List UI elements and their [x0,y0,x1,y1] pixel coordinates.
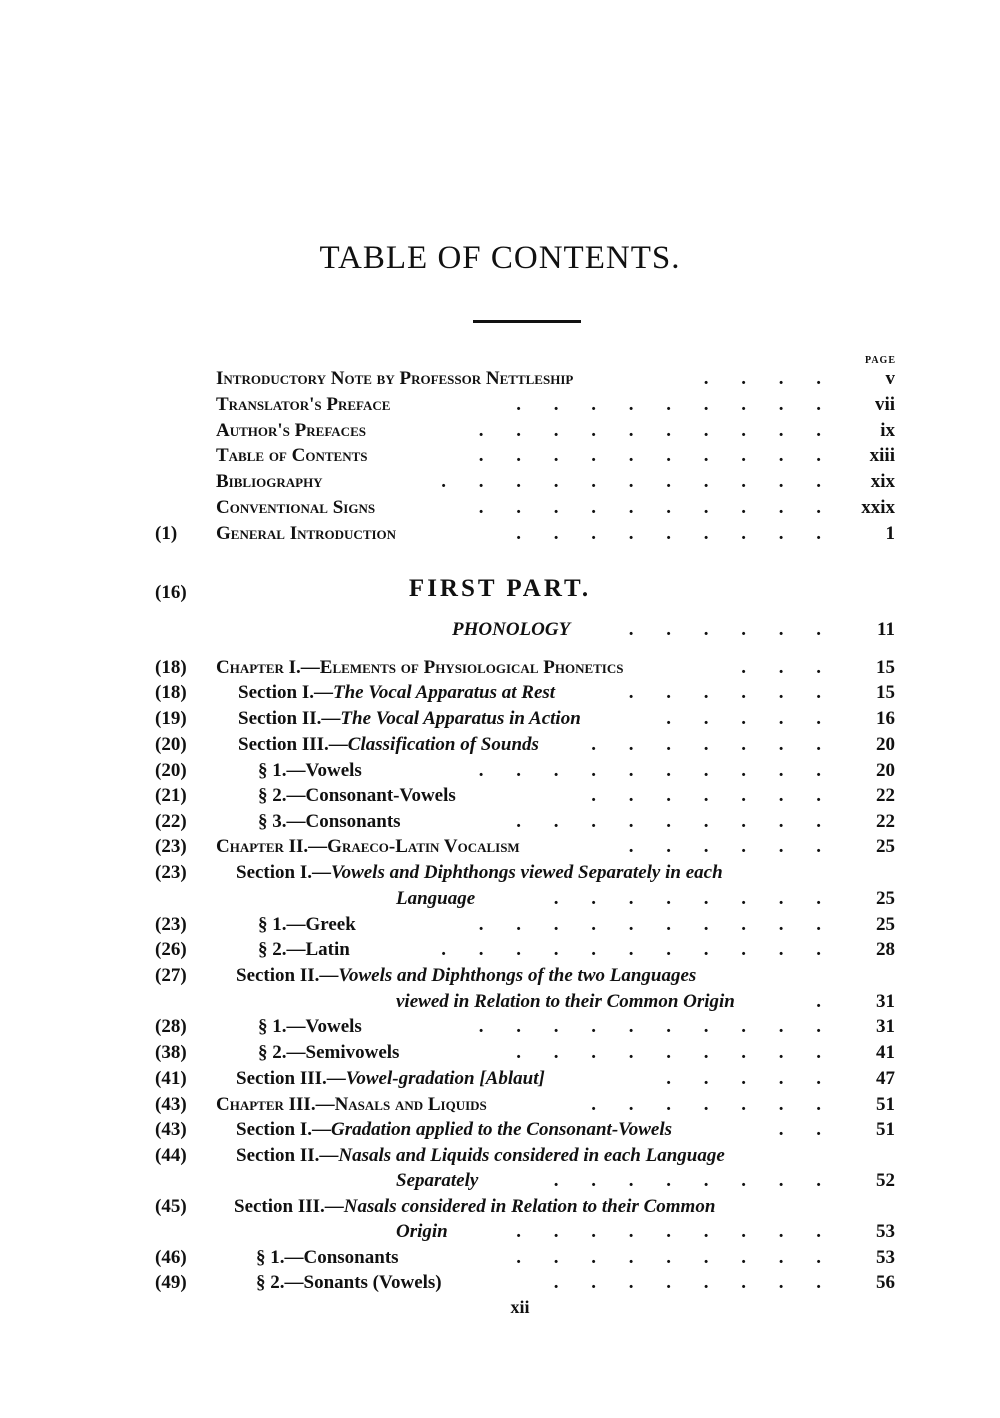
toc-entry [0,682,1000,706]
entry-paragraph-number: (23) [155,836,187,857]
entry-page-number: 1 [885,522,895,544]
entry-label-text: § 1.—Vowels [258,1016,362,1037]
entry-label-text: Bibliography [216,471,323,493]
leader-dots: . . . . . . . . . . . [441,471,835,493]
toc-entry [0,1247,1000,1271]
entry-page-number: 41 [876,1042,895,1063]
front-matter-entry [0,523,1000,547]
front-matter-entry [0,445,1000,469]
entry-label [258,811,401,833]
entry-label-text: Introductory Note by Professor Nettleship [216,368,574,389]
entry-label [236,1068,545,1090]
entry-italic-title: PHONOLOGY [452,619,571,640]
entry-label [396,888,475,910]
toc-entry [0,1094,1000,1118]
entry-label-text: Section II.— [238,708,341,729]
entry-page-number: 11 [877,619,895,640]
entry-paragraph-number: (23) [155,862,187,883]
page-folio: xii [510,1297,530,1317]
entry-page-number: 53 [876,1221,895,1242]
entry-label [452,619,570,641]
entry-label [216,497,375,519]
entry-paragraph-number: (43) [155,1119,187,1140]
leader-dots: . . [778,1119,835,1140]
entry-label-text: § 2.—Sonants (Vowels) [256,1272,442,1293]
toc-entry [0,939,1000,963]
leader-dots: . . . . . . . . [553,888,835,909]
entry-label [258,1042,399,1064]
entry-page-number: 22 [876,811,895,832]
entry-label-text: § 2.—Semivowels [258,1042,400,1063]
part-number: (16) [155,582,187,603]
entry-label [238,682,555,704]
entry-italic-title: Vowels and Diphthongs viewed Separately in each [331,862,723,883]
entry-page-number: 25 [876,836,895,857]
entry-label [258,1016,362,1038]
entry-label [216,657,623,679]
leader-dots: . [816,991,835,1012]
entry-label [216,394,390,416]
entry-paragraph-number: (27) [155,965,187,986]
toc-entry [0,1119,1000,1143]
entry-page-number: 16 [876,708,895,729]
leader-dots: . . . . . . . . . [516,1247,835,1268]
title-rule [473,320,581,323]
toc-entry [0,965,1000,989]
toc-entry [0,734,1000,758]
entry-page-number: 47 [876,1068,895,1089]
entry-label [256,1247,399,1269]
page-column-header: PAGE [864,355,896,366]
entry-label-text: Chapter III.—Nasals and Liquids [216,1094,487,1115]
entry-label [236,1145,725,1167]
toc-entry [0,657,1000,681]
entry-label [216,445,367,467]
entry-label-text: Section III.— [234,1196,344,1217]
toc-entry [0,619,1000,643]
entry-page-number: 53 [876,1247,895,1268]
toc-entry [0,1042,1000,1066]
entry-label [216,420,366,442]
entry-page-number: vii [874,393,895,415]
entry-italic-title: Nasals and Liquids considered in each Language [338,1145,725,1166]
entry-label-text: Chapter I.—Elements of Physiological Phonetics [216,657,624,678]
leader-dots: . . . . . . . . . . [478,497,835,518]
leader-dots: . . . . . . . [591,785,835,806]
leader-dots: . . . . . . . . . . [478,760,835,781]
leader-dots: . . . . . . . [591,1094,835,1115]
entry-label [236,1119,672,1141]
toc-entry [0,785,1000,809]
entry-paragraph-number: (38) [155,1042,187,1063]
leader-dots: . . . . . . [628,836,835,857]
entry-italic-title: Language [396,888,476,909]
leader-dots: . . . . . . . . . [516,811,835,832]
leader-dots: . . . . . . . . . . [478,419,835,441]
entry-paragraph-number: (28) [155,1016,187,1037]
entry-paragraph-number: (22) [155,811,187,832]
entry-label [216,471,323,493]
toc-entry [0,1196,1000,1220]
entry-paragraph-number: (21) [155,785,187,806]
entry-italic-title: viewed in Relation to their Common Origin [396,991,735,1012]
entry-label-text: Section III.— [238,734,348,755]
entry-label [256,1272,442,1294]
entry-page-number: 25 [876,888,895,909]
entry-page-number: v [885,368,895,389]
entry-label-text: General Introduction [216,522,397,544]
entry-paragraph-number: (43) [155,1094,187,1115]
leader-dots: . . . . . . . . . [516,1221,835,1242]
entry-label-text: Section II.— [236,1145,339,1166]
entry-italic-title: Gradation applied to the Consonant-Vowels [331,1119,673,1140]
leader-dots: . . . . . . . [591,734,835,755]
leader-dots: . . . . . . [628,682,835,703]
entry-label [236,862,723,884]
entry-italic-title: Classification of Sounds [347,734,539,755]
entry-label [396,1170,478,1192]
front-matter-entry [0,471,1000,495]
entry-label [234,1196,715,1218]
entry-label [236,965,696,987]
front-matter-entry [0,420,1000,444]
entry-paragraph-number: (44) [155,1145,187,1166]
entry-paragraph-number: (45) [155,1196,187,1217]
entry-paragraph-number: (18) [155,682,187,703]
entry-page-number: 20 [876,734,895,755]
entry-label [238,708,581,730]
leader-dots: . . . . . . . . . . . [441,939,835,960]
entry-label [396,991,735,1013]
leader-dots: . . . . . [666,708,835,729]
toc-entry [0,862,1000,886]
entry-label [216,523,396,545]
toc-entry [0,760,1000,784]
entry-page-number: 56 [876,1272,895,1293]
entry-label [238,734,539,756]
entry-page-number: 52 [876,1170,895,1191]
entry-page-number: 15 [876,682,895,703]
entry-paragraph-number: (20) [155,760,187,781]
entry-label-text: Section I.— [236,862,331,883]
leader-dots: . . . . . . . . . . [478,1016,835,1037]
entry-page-number: xxix [861,497,895,518]
entry-paragraph-number: (41) [155,1068,187,1089]
leader-dots: . . . . . . . . . [516,1042,835,1063]
entry-label-text: Translator's Preface [216,393,391,415]
entry-label-text: Author's Prefaces [216,419,366,441]
entry-paragraph-number: (19) [155,708,187,729]
leader-dots: . . . . . [666,1068,835,1089]
front-matter-entry [0,368,1000,392]
toc-entry [0,888,1000,912]
part-heading: FIRST PART. [408,575,592,602]
entry-italic-title: Separately [396,1170,479,1191]
entry-label-text: § 2.—Consonant-Vowels [258,785,456,806]
entry-page-number: 51 [876,1119,895,1140]
entry-label [258,785,456,807]
leader-dots: . . . . [703,368,835,389]
toc-entry [0,1068,1000,1092]
leader-dots: . . . . . . . . . [516,393,835,415]
page-title: TABLE OF CONTENTS. [319,240,681,276]
entry-page-number: 28 [876,939,895,960]
toc-entry [0,1170,1000,1194]
leader-dots: . . . . . . . . [553,1272,835,1293]
toc-entry [0,708,1000,732]
entry-label-text: § 2.—Latin [258,939,350,960]
toc-entry [0,1016,1000,1040]
entry-page-number: 31 [876,991,895,1012]
entry-label-text: § 1.—Consonants [256,1247,399,1268]
entry-italic-title: Origin [396,1221,448,1242]
entry-italic-title: Vowels and Diphthongs of the two Languages [338,965,697,986]
entry-italic-title: Nasals considered in Relation to their Common [343,1196,716,1217]
entry-label [258,914,356,936]
entry-label-text: Chapter II.—Graeco-Latin Vocalism [216,836,520,857]
entry-paragraph-number: (23) [155,914,187,935]
leader-dots: . . . . . . . . . [516,522,835,544]
entry-page-number: xiii [869,445,895,467]
entry-label-text: Conventional Signs [216,497,376,518]
entry-label-text: Section II.— [236,965,339,986]
entry-italic-title: The Vocal Apparatus at Rest [333,682,556,703]
entry-label-text: § 3.—Consonants [258,811,401,832]
entry-page-number: ix [880,419,895,441]
entry-page-number: 22 [876,785,895,806]
entry-label-text: Table of Contents [216,445,368,467]
entry-paragraph-number: (46) [155,1247,187,1268]
entry-label [216,368,573,390]
front-matter-entry [0,497,1000,521]
entry-label-text: § 1.—Greek [258,914,356,935]
toc-entry [0,914,1000,938]
entry-italic-title: Vowel-gradation [Ablaut] [345,1068,545,1089]
toc-entry [0,1272,1000,1296]
entry-paragraph-number: (1) [155,522,178,544]
entry-page-number: 20 [876,760,895,781]
leader-dots: . . . [741,657,835,678]
entry-page-number: 51 [876,1094,895,1115]
entry-paragraph-number: (18) [155,657,187,678]
toc-entry [0,1145,1000,1169]
entry-label-text: Section I.— [238,682,333,703]
front-matter-entry [0,394,1000,418]
entry-page-number: 31 [876,1016,895,1037]
toc-entry [0,836,1000,860]
toc-entry [0,1221,1000,1245]
entry-label [396,1221,448,1243]
entry-label-text: § 1.—Vowels [258,760,362,781]
entry-italic-title: The Vocal Apparatus in Action [340,708,581,729]
entry-label [258,760,362,782]
entry-label [258,939,350,961]
entry-paragraph-number: (20) [155,734,187,755]
entry-page-number: xix [870,471,895,493]
entry-label [216,1094,487,1116]
leader-dots: . . . . . . . . . . [478,445,835,467]
entry-paragraph-number: (49) [155,1272,187,1293]
entry-label-text: Section I.— [236,1119,331,1140]
leader-dots: . . . . . . . . . . [478,914,835,935]
entry-label-text: Section III.— [236,1068,346,1089]
entry-page-number: 25 [876,914,895,935]
leader-dots: . . . . . . . . [553,1170,835,1191]
entry-page-number: 15 [876,657,895,678]
toc-entry [0,811,1000,835]
leader-dots: . . . . . . [628,619,835,640]
toc-entry [0,991,1000,1015]
entry-label [216,836,520,858]
entry-paragraph-number: (26) [155,939,187,960]
